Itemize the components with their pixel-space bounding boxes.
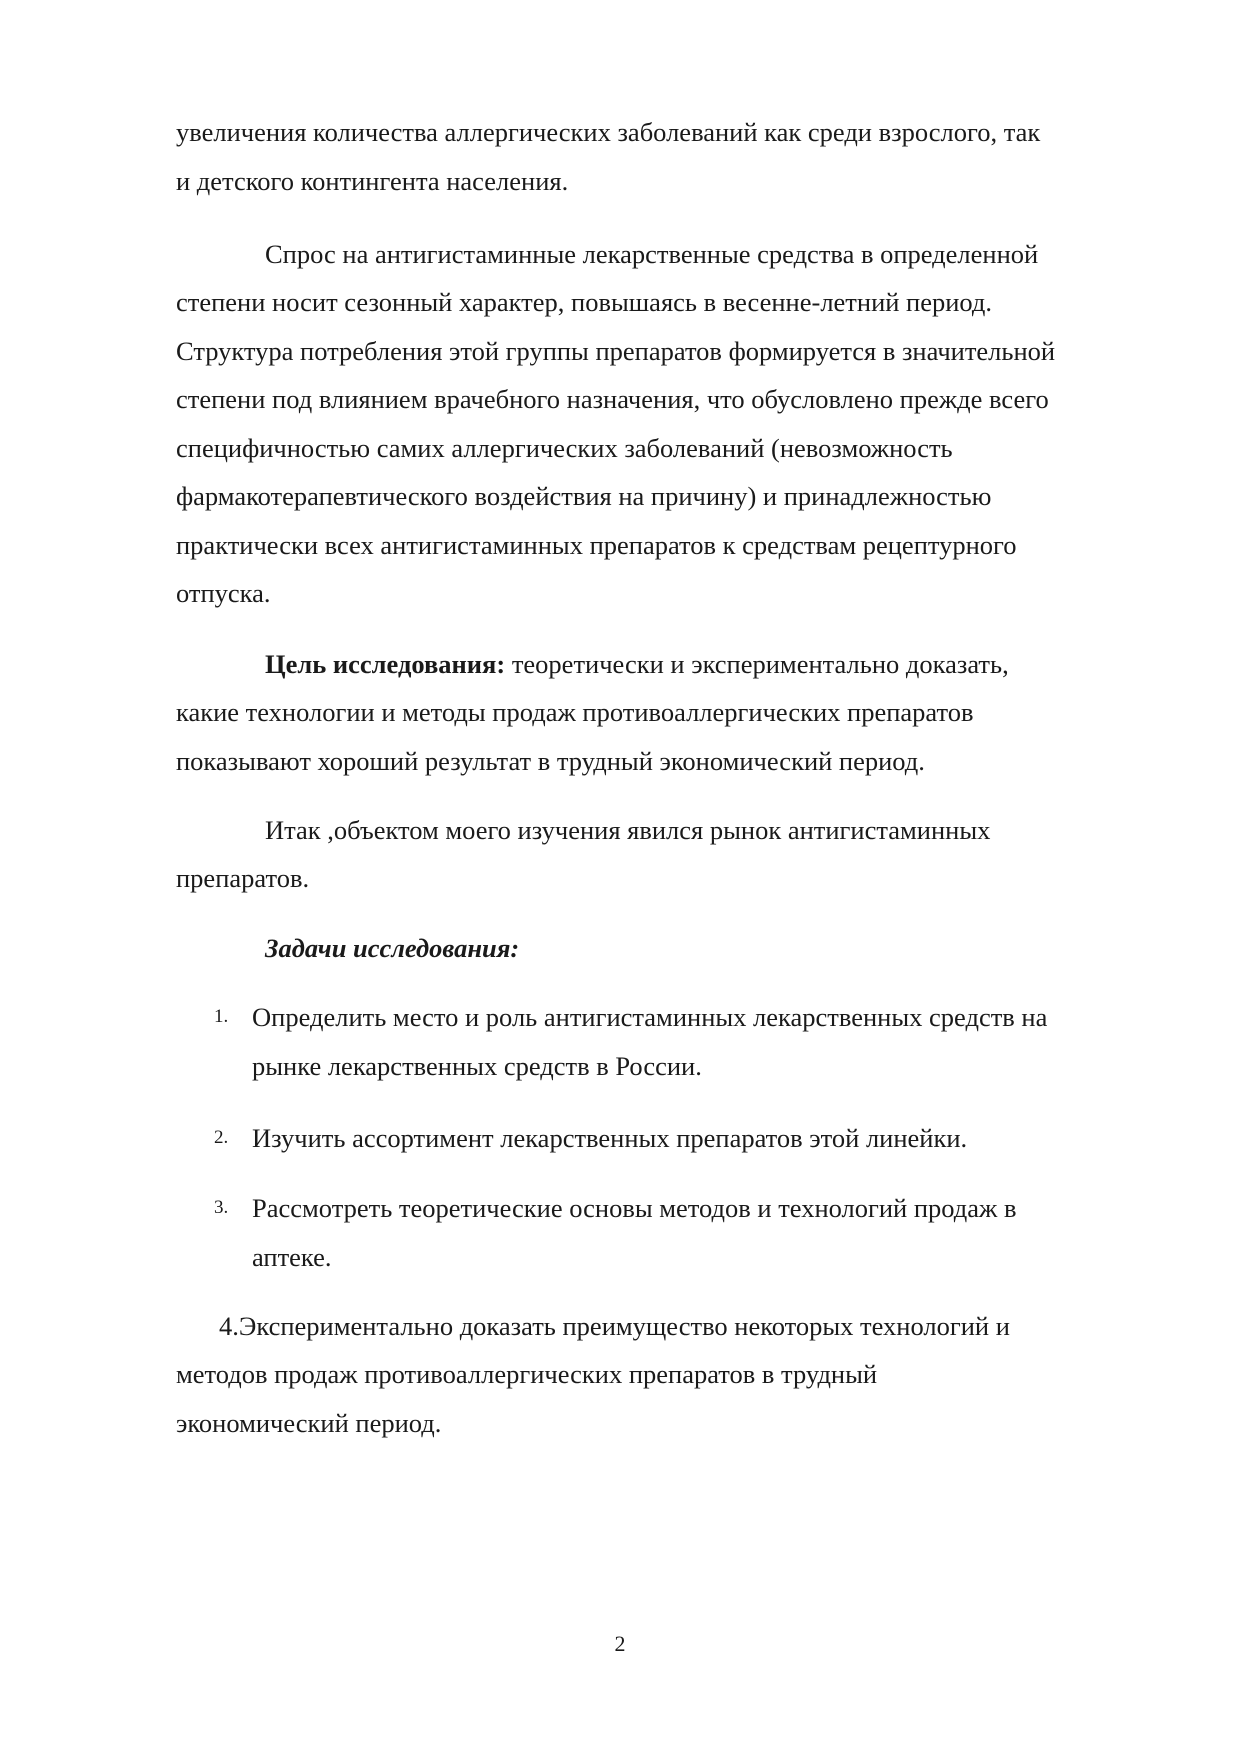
goal-label: Цель исследования: [265, 649, 506, 679]
goal-text: теоретически и экспериментально доказать, [505, 649, 1009, 679]
task-item-4: методов продаж противоаллергических препаратов в трудный экономический период. [176, 1359, 878, 1438]
paragraph-goal: какие технологии и методы продаж противоаллергических препаратов показывают хороший результат в трудный экономический период. [176, 697, 974, 776]
paragraph-intro: увеличения количества аллергических заболеваний как среди взрослого, так и детского контингента населения. [176, 117, 1041, 196]
paragraph-object: препаратов. [176, 863, 310, 893]
task-number-1: 1. [214, 1006, 229, 1027]
tasks-heading: Задачи исследования: [265, 933, 520, 963]
task-item-2: Изучить ассортимент лекарственных препаратов этой линейки. [252, 1123, 968, 1153]
paragraph-demand-first-line: Спрос на антигистаминные лекарственные средства в определенной [265, 239, 1039, 269]
task-number-2: 2. [214, 1127, 229, 1148]
task-number-3: 3. [214, 1197, 229, 1218]
page-number: 2 [614, 1631, 626, 1656]
paragraph-demand: степени носит сезонный характер, повышаясь в весенне-летний период. Структура потребления этой группы препаратов формируется в значительной степени под влиянием врачебного назначения, что обусловлено прежде всего специфичностью самих аллергических заболеваний (невозможность фармакотерапевтического воздействия на причину) и принадлежностью практически всех антигистаминных препаратов к средствам рецептурного отпуска. [176, 287, 1056, 608]
task-item-1: Определить место и роль антигистаминных лекарственных средств на рынке лекарственных средств в России. [252, 1002, 1048, 1081]
task-item-3: Рассмотреть теоретические основы методов и технологий продаж в аптеке. [252, 1193, 1017, 1272]
paragraph-object-first-line: Итак ,объектом моего изучения явился рынок антигистаминных [265, 815, 991, 845]
paragraph-goal-first-line [265, 640, 1009, 689]
task-item-4-first-line: 4.Экспериментально доказать преимущество некоторых технологий и [219, 1311, 1010, 1341]
